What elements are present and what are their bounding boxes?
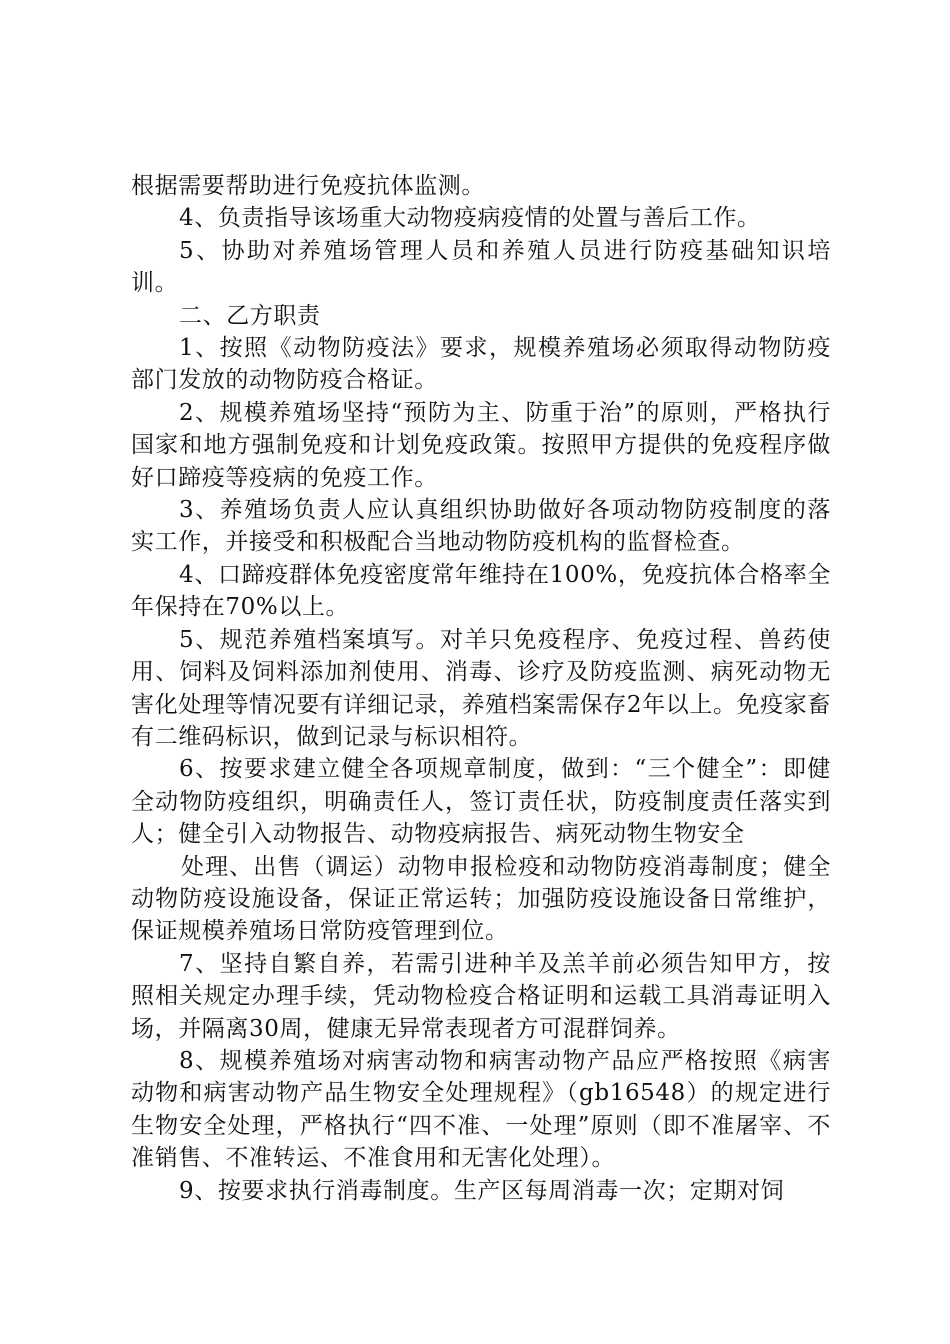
paragraph-b-item-4: 4、口蹄疫群体免疫密度常年维持在100%，免疫抗体合格率全年保持在70%以上。 [131, 561, 831, 621]
paragraph-continuation: 根据需要帮助进行免疫抗体监测。 [131, 173, 485, 199]
paragraph-b-item-2: 2、规模养殖场坚持“预防为主、防重于治”的原则，严格执行国家和地方强制免疫和计划免疫政策。按照甲方提供的免疫程序做好口蹄疫等疫病的免疫工作。 [131, 399, 831, 491]
paragraph-b-item-8: 8、规模养殖场对病害动物和病害动物产品应严格按照《病害动物和病害动物产品生物安全处理规程》（gb16548）的规定进行生物安全处理，严格执行“四不准、一处理”原则（即不准屠宰、不准销售、不准转运、不准食用和无害化处理）。 [131, 1047, 831, 1172]
section-heading-party-b: 二、乙方职责 [179, 302, 321, 329]
paragraph-b-item-1: 1、按照《动物防疫法》要求，规模养殖场必须取得动物防疫部门发放的动物防疫合格证。 [131, 335, 831, 394]
document-page [131, 170, 831, 1207]
paragraph-b-item-9: 9、按要求执行消毒制度。生产区每周消毒一次；定期对饲 [179, 1177, 785, 1204]
paragraph-item-4: 4、负责指导该场重大动物疫病疫情的处置与善后工作。 [179, 205, 761, 232]
paragraph-b-item-3: 3、养殖场负责人应认真组织协助做好各项动物防疫制度的落实工作，并接受和积极配合当地动物防疫机构的监督检查。 [131, 497, 831, 556]
paragraph-b-item-6-continued: 处理、出售（调运）动物申报检疫和动物防疫消毒制度；健全动物防疫设施设备，保证正常运转；加强防疫设施设备日常维护，保证规模养殖场日常防疫管理到位。 [131, 853, 831, 945]
paragraph-b-item-5: 5、规范养殖档案填写。对羊只免疫程序、免疫过程、兽药使用、饲料及饲料添加剂使用、消毒、诊疗及防疫监测、病死动物无害化处理等情况要有详细记录，养殖档案需保存2年以上。免疫家畜有二维码标识，做到记录与标识相符。 [131, 626, 831, 750]
paragraph-item-5: 5、协助对养殖场管理人员和养殖人员进行防疫基础知识培训。 [131, 237, 831, 297]
paragraph-b-item-7: 7、坚持自繁自养，若需引进种羊及羔羊前必须告知甲方，按照相关规定办理手续，凭动物检疫合格证明和运载工具消毒证明入场，并隔离30周，健康无异常表现者方可混群饲养。 [131, 950, 831, 1042]
paragraph-b-item-6: 6、按要求建立健全各项规章制度，做到：“三个健全”：即健全动物防疫组织，明确责任人，签订责任状，防疫制度责任落实到人；健全引入动物报告、动物疫病报告、病死动物生物安全 [131, 756, 831, 848]
